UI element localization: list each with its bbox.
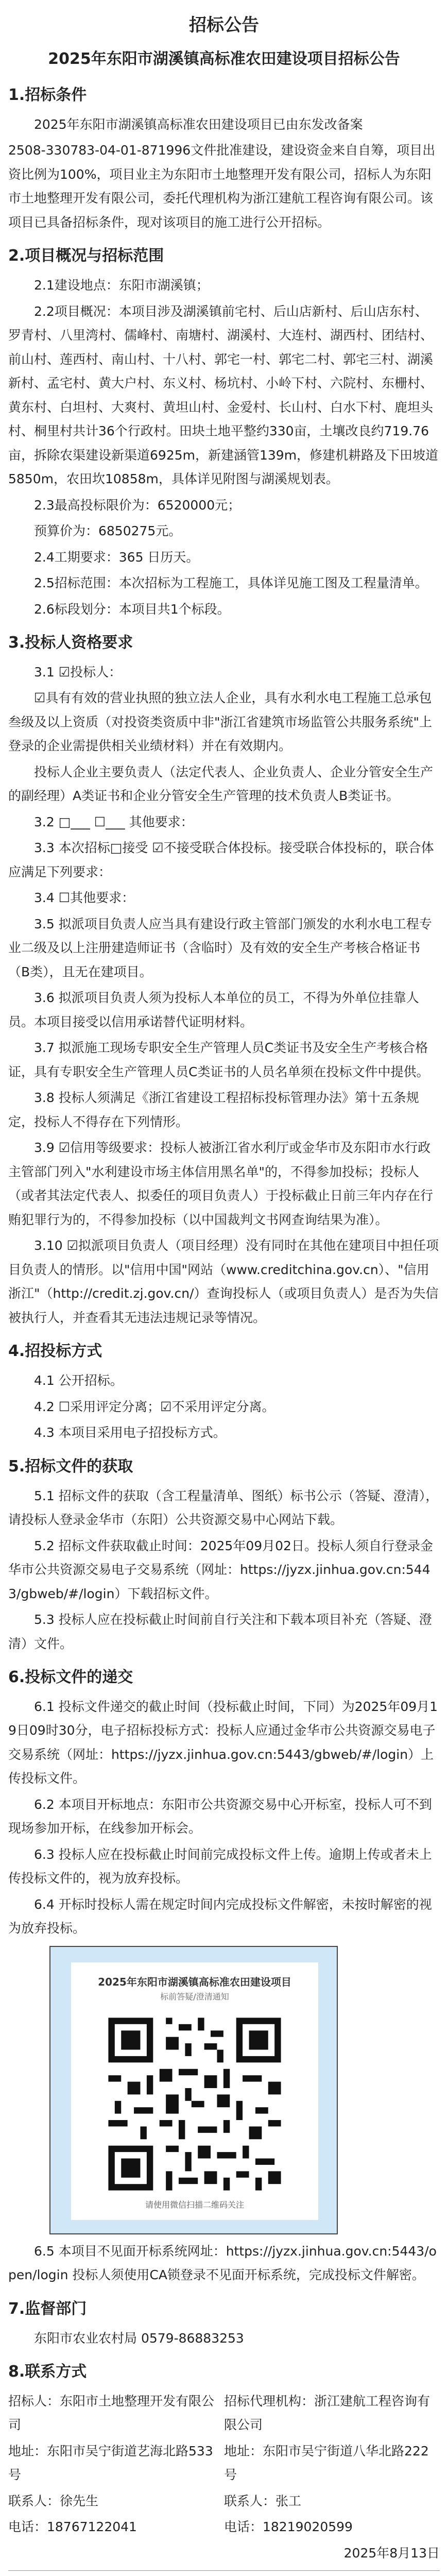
- section-1-title: 1.招标条件: [8, 86, 87, 105]
- section-3-title: 3.投标人资格要求: [8, 634, 133, 652]
- s3-paragraph: 3.2 □___ ☐___ 其他要求：: [34, 814, 194, 829]
- s3-paragraph: 3.9 ☑信用等级要求：投标人被浙江省水利厅或金华市及东阳市水行政主管部门列入"水利建设市场主体信用黑名单"的，不得参加投标；投标人（或者其法定代表人、拟委任的项目负责人）于投标截止日前三年内存在行贿犯罪行为的，不得参加投标（以中国裁判文书网查询结果为准）。: [8, 1140, 434, 1227]
- s3-paragraph: 3.10 ☑拟派项目负责人（项目经理）没有同时在其他在建项目中担任项目负责人的情形。以"信用中国"网站（www.creditchina.gov.cn）、"信用浙江"（http://credit.zj.gov.cn/）查询投标人（或项目负责人）是否为失信被执行人，并查看其无违法违规记录等情况。: [8, 1238, 439, 1325]
- s4-paragraph: 4.1 公开招标。: [34, 1373, 123, 1388]
- qr-code-image: [49, 1946, 338, 2234]
- notice-date: 2025年8月13日: [343, 2545, 440, 2561]
- s2-paragraph: 2.5招标范围：本次招标为工程施工，具体详见施工图及工程量清单。: [34, 575, 428, 591]
- contact-line: 电话：18219020599: [224, 2519, 353, 2535]
- s3-paragraph: 3.6 拟派项目负责人须为投标人本单位的员工，不得为外单位挂靠人员。本项目接受以信用承诺替代证明材料。: [8, 990, 419, 1029]
- contact-line: 招标人：东阳市土地整理开发有限公司: [8, 2393, 215, 2433]
- qr-subtitle: 标前答疑/澄清通知: [160, 1991, 229, 2002]
- s2-paragraph: 2.1建设地点：东阳市湖溪镇；: [34, 278, 209, 293]
- s3-paragraph: 3.4 ☐其他要求：: [34, 890, 135, 906]
- contact-line: 招标代理机构：浙江建航工程咨询有限公司: [224, 2393, 430, 2433]
- s3-paragraph: 3.3 本次招标□接受 ☑不接受联合体投标。接受联合体投标的，联合体应满足下列要求：: [8, 840, 434, 879]
- s3-paragraph: 3.1 ☑投标人：: [34, 664, 122, 680]
- s4-paragraph: 4.3 本项目采用电子招投标方式。: [34, 1425, 226, 1440]
- s7-paragraph: 东阳市农业农村局 0579-86883253: [34, 2330, 244, 2346]
- qr-code-icon: [102, 2011, 287, 2197]
- s3-paragraph: 3.5 拟派项目负责人应当具有建设行政主管部门颁发的水利水电工程专业二级及以上注册建造师证书（含临时）及有效的安全生产考核合格证书（B类），且无在建项目。: [8, 916, 432, 979]
- tenderer-contact: [8, 2389, 224, 2541]
- s6-paragraph: 6.4 开标时投标人需在规定时间内完成投标文件解密，未按时解密的视为放弃投标。: [8, 1896, 432, 1936]
- s2-paragraph: 2.3最高投标限价为：6520000元；: [34, 497, 241, 513]
- s1-paragraph: 2508-330783-04-01-871996文件批准建设，建设资金来自自筹，项目出资比例为100%，项目业主为东阳市土地整理开发有限公司，招标人为东阳市土地整理开发有限公司，委托代理机构为浙江建航工程咨询有限公司。该项目已具备招标条件，现对该项目的施工进行公开招标。: [8, 143, 436, 230]
- section-5-title: 5.招标文件的获取: [8, 1457, 133, 1476]
- contact-line: 电话：18767122041: [8, 2519, 137, 2535]
- s2-paragraph: 2.4工期要求：365 日历天。: [34, 549, 199, 565]
- contact-line: 地址：东阳市吴宁街道八华北路222号: [224, 2443, 429, 2483]
- s6-paragraph: 6.1 投标文件递交的截止时间（投标截止时间，下同）为2025年09月19日09时30分，电子招标投标方式：投标人应通过金华市公共资源交易电子交易系统（网址：https://jyzx.jinhua.gov.cn:5443/gbweb/#/login）上传投标文件。: [8, 1699, 438, 1786]
- page-title: 招标公告: [189, 15, 259, 36]
- section-7-title: 7.监督部门: [8, 2299, 87, 2318]
- notice-title: 2025年东阳市湖溪镇高标准农田建设项目招标公告: [48, 50, 400, 69]
- s2-paragraph: 2.6标段划分：本项目共1个标段。: [34, 601, 230, 617]
- contact-line: 联系人：张工: [224, 2493, 302, 2509]
- s5-paragraph: 5.1 招标文件的获取（含工程量清单、图纸）标书公示（答疑、澄清），请投标人登录金华市（东阳）公共资源交易中心网站下载。: [8, 1488, 439, 1528]
- section-2-title: 2.项目概况与招标范围: [8, 247, 164, 265]
- divider: [8, 2570, 440, 2571]
- s6-paragraph: 6.3 投标人应在投标截止时间前完成投标文件上传。逾期上传或者未上传投标文件的，视为放弃投标。: [8, 1846, 432, 1886]
- section-8-title: 8.联系方式: [8, 2363, 87, 2381]
- s5-paragraph: 5.2 招标文件获取截止时间：2025年09月02日。投标人须自行登录金华市公共资源交易电子交易系统（网址：https://jyzx.jinhua.gov.cn:5443/gbweb/#/login）下载招标文件。: [8, 1538, 433, 1601]
- s2-paragraph: 2.2项目概况：本项目涉及湖溪镇前宅村、后山店新村、后山店东村、罗青村、八里湾村、儒峰村、南塘村、湖溪村、大连村、湖西村、团结村、前山村、莲西村、南山村、十八村、郭宅一村、郭宅二村、郭宅三村、湖溪新村、孟宅村、黄大户村、东义村、杨坑村、小岭下村、六院村、东栅村、黄东村、白坦村、大爽村、黄坦山村、金爱村、长山村、白水下村、鹿坦头村、桐里村共计36个行政村。田块土地平整约330亩，土壤改良约719.76亩，拆除农渠建设新渠道6925m，新建涵管139m，修建机耕路及下田坡道5850m，农田坎10858m，具体详见附图与湖溪规划表。: [8, 303, 439, 487]
- contact-line: 联系人：徐先生: [8, 2493, 99, 2509]
- s5-paragraph: 5.3 投标人应在投标截止时间前自行关注和下载本项目补充（答疑、澄清）文件。: [8, 1612, 432, 1651]
- qr-title: 2025年东阳市湖溪镇高标准农田建设项目: [98, 1975, 291, 1988]
- qr-note: 请使用微信扫描二维码关注: [145, 2200, 244, 2210]
- s4-paragraph: 4.2 ☐采用评定分离；☑不采用评定分离。: [34, 1399, 275, 1414]
- s6-paragraph: 6.5 本项目不见面开标系统网址：https://jyzx.jinhua.gov.cn:5443/open/login 投标人须使用CA锁登录不见面开标系统，完成投标文件解密。: [8, 2243, 437, 2283]
- qr-card: [71, 1962, 318, 2220]
- agent-contact: [224, 2389, 440, 2541]
- s3-paragraph: 3.8 投标人须满足《浙江省建设工程招标投标管理办法》第十五条规定，投标人不得存在下列情形。: [8, 1090, 419, 1129]
- s3-paragraph: 投标人企业主要负责人（法定代表人、企业负责人、企业分管安全生产的副经理）A类证书和企业分管安全生产管理的技术负责人B类证书。: [8, 764, 434, 804]
- s6-paragraph: 6.2 本项目开标地点：东阳市公共资源交易中心开标室，投标人可不到现场参加开标，在线参加开标会。: [8, 1797, 432, 1836]
- s1-paragraph: 2025年东阳市湖溪镇高标准农田建设项目已由东发改备案: [34, 116, 363, 132]
- s3-paragraph: 3.7 拟派施工现场专职安全生产管理人员C类证书及安全生产考核合格证，具有专职安全生产管理人员C类证书的人员名单须在投标文件中提供。: [8, 1040, 429, 1079]
- s2-paragraph: 预算价为：6850275元。: [34, 523, 182, 539]
- section-6-title: 6.投标文件的递交: [8, 1668, 133, 1687]
- contact-line: 地址：东阳市吴宁街道艺海北路533号: [8, 2443, 213, 2483]
- s3-paragraph: ☑具有有效的营业执照的独立法人企业，具有水利水电工程施工总承包叁级及以上资质（对投资类资质中非"浙江省建筑市场监管公共服务系统"上登录的企业需提供相关业绩材料）并在有效期内。: [8, 690, 433, 754]
- contact-row: [8, 2389, 440, 2541]
- section-4-title: 4.招投标方式: [8, 1342, 102, 1361]
